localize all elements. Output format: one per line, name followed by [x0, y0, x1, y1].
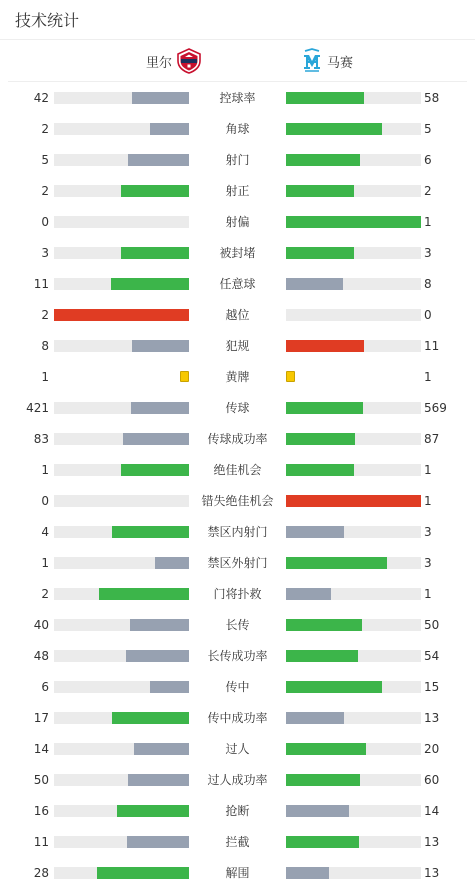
away-value: 1: [424, 370, 432, 384]
away-value: 1: [424, 587, 432, 601]
home-bar-fill: [128, 154, 189, 166]
away-bar-fill: [286, 433, 355, 445]
home-value: 1: [41, 463, 49, 477]
home-bar-track: [54, 650, 189, 662]
away-value: 3: [424, 556, 432, 570]
away-bar-track: [286, 588, 421, 600]
home-bar-fill: [127, 836, 189, 848]
away-bar-fill: [286, 619, 362, 631]
away-bar-fill: [286, 836, 359, 848]
away-bar-track: [286, 712, 421, 724]
home-bar-fill: [112, 526, 189, 538]
away-bar-fill: [286, 154, 360, 166]
stat-row: [0, 113, 475, 144]
home-bar-fill: [130, 619, 189, 631]
stat-label: 错失绝佳机会: [201, 494, 274, 508]
away-bar-track: [286, 650, 421, 662]
home-value: 48: [33, 649, 49, 663]
stat-label: 射正: [225, 184, 250, 198]
away-bar-track: [286, 681, 421, 693]
away-bar-track: [286, 92, 421, 104]
home-bar-fill: [54, 309, 189, 321]
stat-row: [0, 578, 475, 609]
stat-label: 越位: [225, 308, 250, 322]
away-value: 13: [424, 711, 440, 725]
stat-label: 禁区内射门: [207, 525, 268, 539]
away-value: 54: [424, 649, 440, 663]
away-value: 8: [424, 277, 432, 291]
home-bar-fill: [132, 92, 189, 104]
away-bar-fill: [286, 92, 364, 104]
home-value: 1: [41, 556, 49, 570]
home-bar-track: [54, 867, 189, 879]
away-bar-track: [286, 247, 421, 259]
home-bar-track: [54, 216, 189, 228]
away-bar-track: [286, 774, 421, 786]
stat-row: [0, 547, 475, 578]
home-bar-track: [54, 495, 189, 507]
home-bar-track: [54, 774, 189, 786]
home-bar-fill: [132, 340, 189, 352]
teams-header: [8, 40, 467, 82]
away-bar-track: [286, 278, 421, 290]
home-bar-track: [54, 402, 189, 414]
stat-row: [0, 640, 475, 671]
home-bar-fill: [150, 681, 189, 693]
home-bar-track: [54, 805, 189, 817]
stat-label: 传中: [225, 680, 250, 694]
home-bar-track: [54, 464, 189, 476]
home-value: 4: [41, 525, 49, 539]
home-bar-fill: [97, 867, 189, 879]
home-bar-fill: [121, 464, 189, 476]
home-value: 2: [41, 122, 49, 136]
home-bar-track: [54, 123, 189, 135]
home-value: 17: [33, 711, 49, 725]
stat-row: [0, 826, 475, 857]
yellow-card-icon: [180, 371, 189, 382]
away-bar-fill: [286, 247, 354, 259]
home-value: 0: [41, 494, 49, 508]
home-bar-fill: [126, 650, 189, 662]
home-bar-fill: [99, 588, 189, 600]
home-value: 42: [33, 91, 49, 105]
home-value: 16: [33, 804, 49, 818]
stat-label: 长传成功率: [207, 649, 268, 663]
stat-label: 传球成功率: [207, 432, 268, 446]
home-bar-track: [54, 619, 189, 631]
home-value: 2: [41, 184, 49, 198]
home-bar-track: [54, 743, 189, 755]
stat-label: 传球: [225, 401, 250, 415]
away-value: 2: [424, 184, 432, 198]
stat-row: [0, 671, 475, 702]
away-bar-fill: [286, 681, 382, 693]
away-value: 13: [424, 866, 440, 880]
away-bar-fill: [286, 588, 331, 600]
away-bar-fill: [286, 278, 343, 290]
home-team-name: 里尔: [146, 55, 173, 71]
away-bar-fill: [286, 340, 364, 352]
stat-label: 抢断: [225, 804, 250, 818]
home-value: 11: [33, 835, 49, 849]
home-bar-track: [54, 836, 189, 848]
away-value: 3: [424, 246, 432, 260]
away-value: 5: [424, 122, 432, 136]
stat-label: 拦截: [225, 835, 250, 849]
away-value: 1: [424, 494, 432, 508]
stat-label: 解围: [225, 866, 250, 880]
away-bar-track: [286, 123, 421, 135]
away-bar-track: [286, 836, 421, 848]
home-bar-track: [54, 712, 189, 724]
away-bar-fill: [286, 557, 387, 569]
stat-label: 绝佳机会: [213, 463, 262, 477]
away-bar-fill: [286, 805, 349, 817]
page-title: 技术统计: [15, 11, 80, 30]
home-value: 1: [41, 370, 49, 384]
home-value: 40: [33, 618, 49, 632]
away-bar-track: [286, 495, 421, 507]
home-bar-fill: [131, 402, 189, 414]
stat-row: [0, 609, 475, 640]
away-bar-fill: [286, 743, 366, 755]
home-bar-track: [54, 185, 189, 197]
away-bar-track: [286, 464, 421, 476]
home-bar-fill: [117, 805, 189, 817]
home-bar-fill: [121, 247, 189, 259]
marseille-crest-icon: [301, 48, 323, 74]
away-value: 20: [424, 742, 440, 756]
home-bar-track: [54, 247, 189, 259]
away-bar-track: [286, 743, 421, 755]
home-value: 2: [41, 587, 49, 601]
away-bar-fill: [286, 185, 354, 197]
away-value: 60: [424, 773, 440, 787]
home-bar-track: [54, 526, 189, 538]
away-bar-fill: [286, 712, 344, 724]
home-bar-fill: [155, 557, 189, 569]
stat-label: 黄牌: [225, 370, 250, 384]
away-value: 14: [424, 804, 440, 818]
home-bar-fill: [134, 743, 189, 755]
stat-label: 过人: [225, 742, 250, 756]
away-team-name: 马赛: [327, 55, 354, 71]
away-value: 13: [424, 835, 440, 849]
away-bar-fill: [286, 774, 360, 786]
lille-crest-icon: [176, 48, 202, 74]
home-value: 421: [26, 401, 49, 415]
home-value: 83: [33, 432, 49, 446]
home-value: 2: [41, 308, 49, 322]
away-value: 3: [424, 525, 432, 539]
stat-row: [0, 423, 475, 454]
home-value: 28: [33, 866, 49, 880]
home-bar-track: [54, 340, 189, 352]
away-bar-fill: [286, 216, 421, 228]
away-bar-track: [286, 154, 421, 166]
away-bar-track: [286, 309, 421, 321]
away-value: 0: [424, 308, 432, 322]
home-value: 0: [41, 215, 49, 229]
home-bar-track: [54, 92, 189, 104]
stat-label: 任意球: [219, 277, 256, 291]
stat-label: 门将扑救: [213, 587, 262, 601]
away-bar-track: [286, 557, 421, 569]
stat-label: 犯规: [225, 339, 250, 353]
stats-table: [0, 82, 475, 888]
away-bar-fill: [286, 123, 382, 135]
stat-label: 被封堵: [219, 246, 256, 260]
stat-row: [0, 268, 475, 299]
stat-row: [0, 857, 475, 888]
away-bar-track: [286, 619, 421, 631]
away-bar-fill: [286, 402, 363, 414]
away-bar-fill: [286, 650, 358, 662]
stat-label: 长传: [225, 618, 250, 632]
stat-row: [0, 702, 475, 733]
away-bar-track: [286, 433, 421, 445]
home-bar-track: [54, 588, 189, 600]
away-bar-track: [286, 185, 421, 197]
away-bar-track: [286, 805, 421, 817]
away-bar-track: [286, 867, 421, 879]
away-bar-track: [286, 526, 421, 538]
stat-label: 控球率: [219, 91, 256, 105]
stat-label: 角球: [225, 122, 250, 136]
stat-row: [0, 392, 475, 423]
home-team[interactable]: [146, 48, 202, 74]
home-bar-fill: [123, 433, 189, 445]
away-value: 6: [424, 153, 432, 167]
home-value: 8: [41, 339, 49, 353]
page-header: [0, 0, 475, 40]
away-bar-fill: [286, 495, 421, 507]
stat-label: 射偏: [225, 215, 250, 229]
home-value: 5: [41, 153, 49, 167]
home-value: 3: [41, 246, 49, 260]
stat-label: 禁区外射门: [207, 556, 268, 570]
away-value: 1: [424, 463, 432, 477]
away-bar-track: [286, 371, 421, 383]
home-value: 11: [33, 277, 49, 291]
stat-row: [0, 733, 475, 764]
home-value: 14: [33, 742, 49, 756]
home-bar-fill: [111, 278, 189, 290]
stat-row: [0, 237, 475, 268]
home-bar-track: [54, 433, 189, 445]
stat-row: [0, 82, 475, 113]
away-bar-track: [286, 340, 421, 352]
home-bar-track: [54, 278, 189, 290]
away-bar-track: [286, 402, 421, 414]
yellow-card-icon: [286, 371, 295, 382]
home-bar-track: [54, 154, 189, 166]
home-bar-track: [54, 371, 189, 383]
stat-label: 射门: [225, 153, 250, 167]
away-bar-fill: [286, 526, 344, 538]
home-bar-track: [54, 557, 189, 569]
home-value: 6: [41, 680, 49, 694]
away-value: 50: [424, 618, 440, 632]
away-value: 11: [424, 339, 440, 353]
stat-row: [0, 454, 475, 485]
stat-row: [0, 485, 475, 516]
home-bar-fill: [128, 774, 189, 786]
stat-row: [0, 206, 475, 237]
away-value: 1: [424, 215, 432, 229]
stat-row: [0, 299, 475, 330]
home-bar-fill: [112, 712, 189, 724]
away-bar-fill: [286, 867, 329, 879]
away-bar-track: [286, 216, 421, 228]
stat-row: [0, 330, 475, 361]
stat-label: 过人成功率: [207, 773, 268, 787]
away-team[interactable]: [301, 48, 353, 74]
away-bar-fill: [286, 464, 354, 476]
home-bar-fill: [150, 123, 189, 135]
stat-row: [0, 764, 475, 795]
away-value: 15: [424, 680, 440, 694]
stat-row: [0, 361, 475, 392]
home-bar-fill: [121, 185, 189, 197]
away-value: 569: [424, 401, 447, 415]
stat-row: [0, 516, 475, 547]
stat-row: [0, 144, 475, 175]
home-bar-track: [54, 309, 189, 321]
away-value: 58: [424, 91, 440, 105]
stat-row: [0, 795, 475, 826]
home-bar-track: [54, 681, 189, 693]
stat-row: [0, 175, 475, 206]
stat-label: 传中成功率: [207, 711, 268, 725]
home-value: 50: [33, 773, 49, 787]
away-value: 87: [424, 432, 440, 446]
